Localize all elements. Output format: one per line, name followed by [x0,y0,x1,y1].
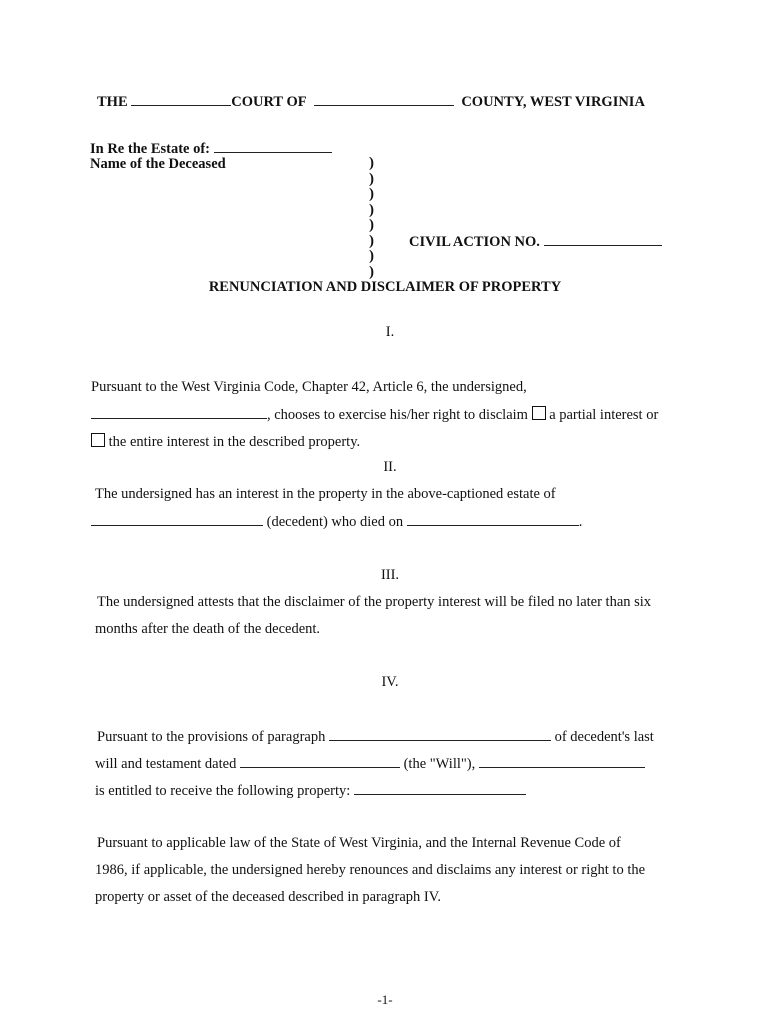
entitled-text: is entitled to receive the following property: [95,783,351,799]
court-name-blank[interactable] [131,93,231,106]
partial-interest-checkbox[interactable] [532,406,546,420]
court-header [97,93,645,111]
section-2-number: II. [383,459,397,475]
section-1-line-2 [91,406,658,424]
header-county: COUNTY, WEST VIRGINIA [461,94,645,110]
deceased-name-label: Name of the Deceased [90,156,226,172]
property-description-blank[interactable] [354,782,526,795]
section-4-line-1 [97,728,654,746]
paragraph-number-blank[interactable] [329,728,551,741]
paren: ) [369,186,374,202]
section-4-number: IV. [381,674,399,690]
will-date-blank[interactable] [240,755,400,768]
section-2-line-1: The undersigned has an interest in the property in the above-captioned estate of [95,486,556,502]
paren: ) [369,232,374,249]
county-name-blank[interactable] [314,93,454,106]
paren: ) [369,155,374,171]
paren: ) [369,217,374,233]
civil-action-label: CIVIL ACTION NO. [409,234,540,250]
period: . [578,514,583,530]
paren: ) [369,263,374,280]
section-5-line-1: Pursuant to applicable law of the State of West Virginia, and the Internal Revenue Code of [97,835,621,851]
header-court-of: COURT OF [231,94,307,110]
civil-action [409,233,662,251]
section-3-number: III. [380,567,400,583]
decedents-last-text: of decedent's last [554,729,654,745]
partial-interest-label: a partial interest or [549,407,659,423]
entire-interest-label: the entire interest in the described property. [108,434,361,450]
header-the: THE [97,94,128,110]
decedent-name-blank[interactable] [91,513,263,526]
estate-name-blank[interactable] [214,140,332,153]
caption-parens [369,156,374,280]
date-of-death-blank[interactable] [407,513,579,526]
in-re-label: In Re the Estate of: [90,141,211,157]
paragraph-text: Pursuant to the provisions of paragraph [97,729,326,745]
section-5-line-2: 1986, if applicable, the undersigned hereby renounces and disclaims any interest or right to the [95,862,646,878]
section-2-line-2 [91,513,582,531]
entire-interest-checkbox[interactable] [91,433,105,447]
section-1-line-1: Pursuant to the West Virginia Code, Chapter 42, Article 6, the undersigned, [91,379,527,395]
section-4-line-3 [95,782,526,800]
section-3-line-1: The undersigned attests that the disclaimer of the property interest will be filed no later than six [97,594,652,610]
paren: ) [369,201,374,218]
beneficiary-name-blank[interactable] [479,755,645,768]
section-3-line-2: months after the death of the decedent. [95,621,321,637]
section-1-number: I. [385,324,395,340]
paren: ) [369,170,374,187]
document-title: RENUNCIATION AND DISCLAIMER OF PROPERTY [208,279,562,295]
disclaim-text: , chooses to exercise his/her right to disclaim [267,407,528,423]
will-dated-text: will and testament dated [95,756,237,772]
civil-action-number-blank[interactable] [544,233,662,246]
section-4-line-2 [95,755,645,773]
section-5-line-3: property or asset of the deceased described in paragraph IV. [95,889,441,905]
the-will-text: (the "Will"), [403,756,476,772]
page-number: -1- [377,992,393,1007]
paren: ) [369,248,374,264]
undersigned-name-blank[interactable] [91,406,267,419]
decedent-died-text: (decedent) who died on [266,514,404,530]
section-1-line-3 [91,433,360,451]
